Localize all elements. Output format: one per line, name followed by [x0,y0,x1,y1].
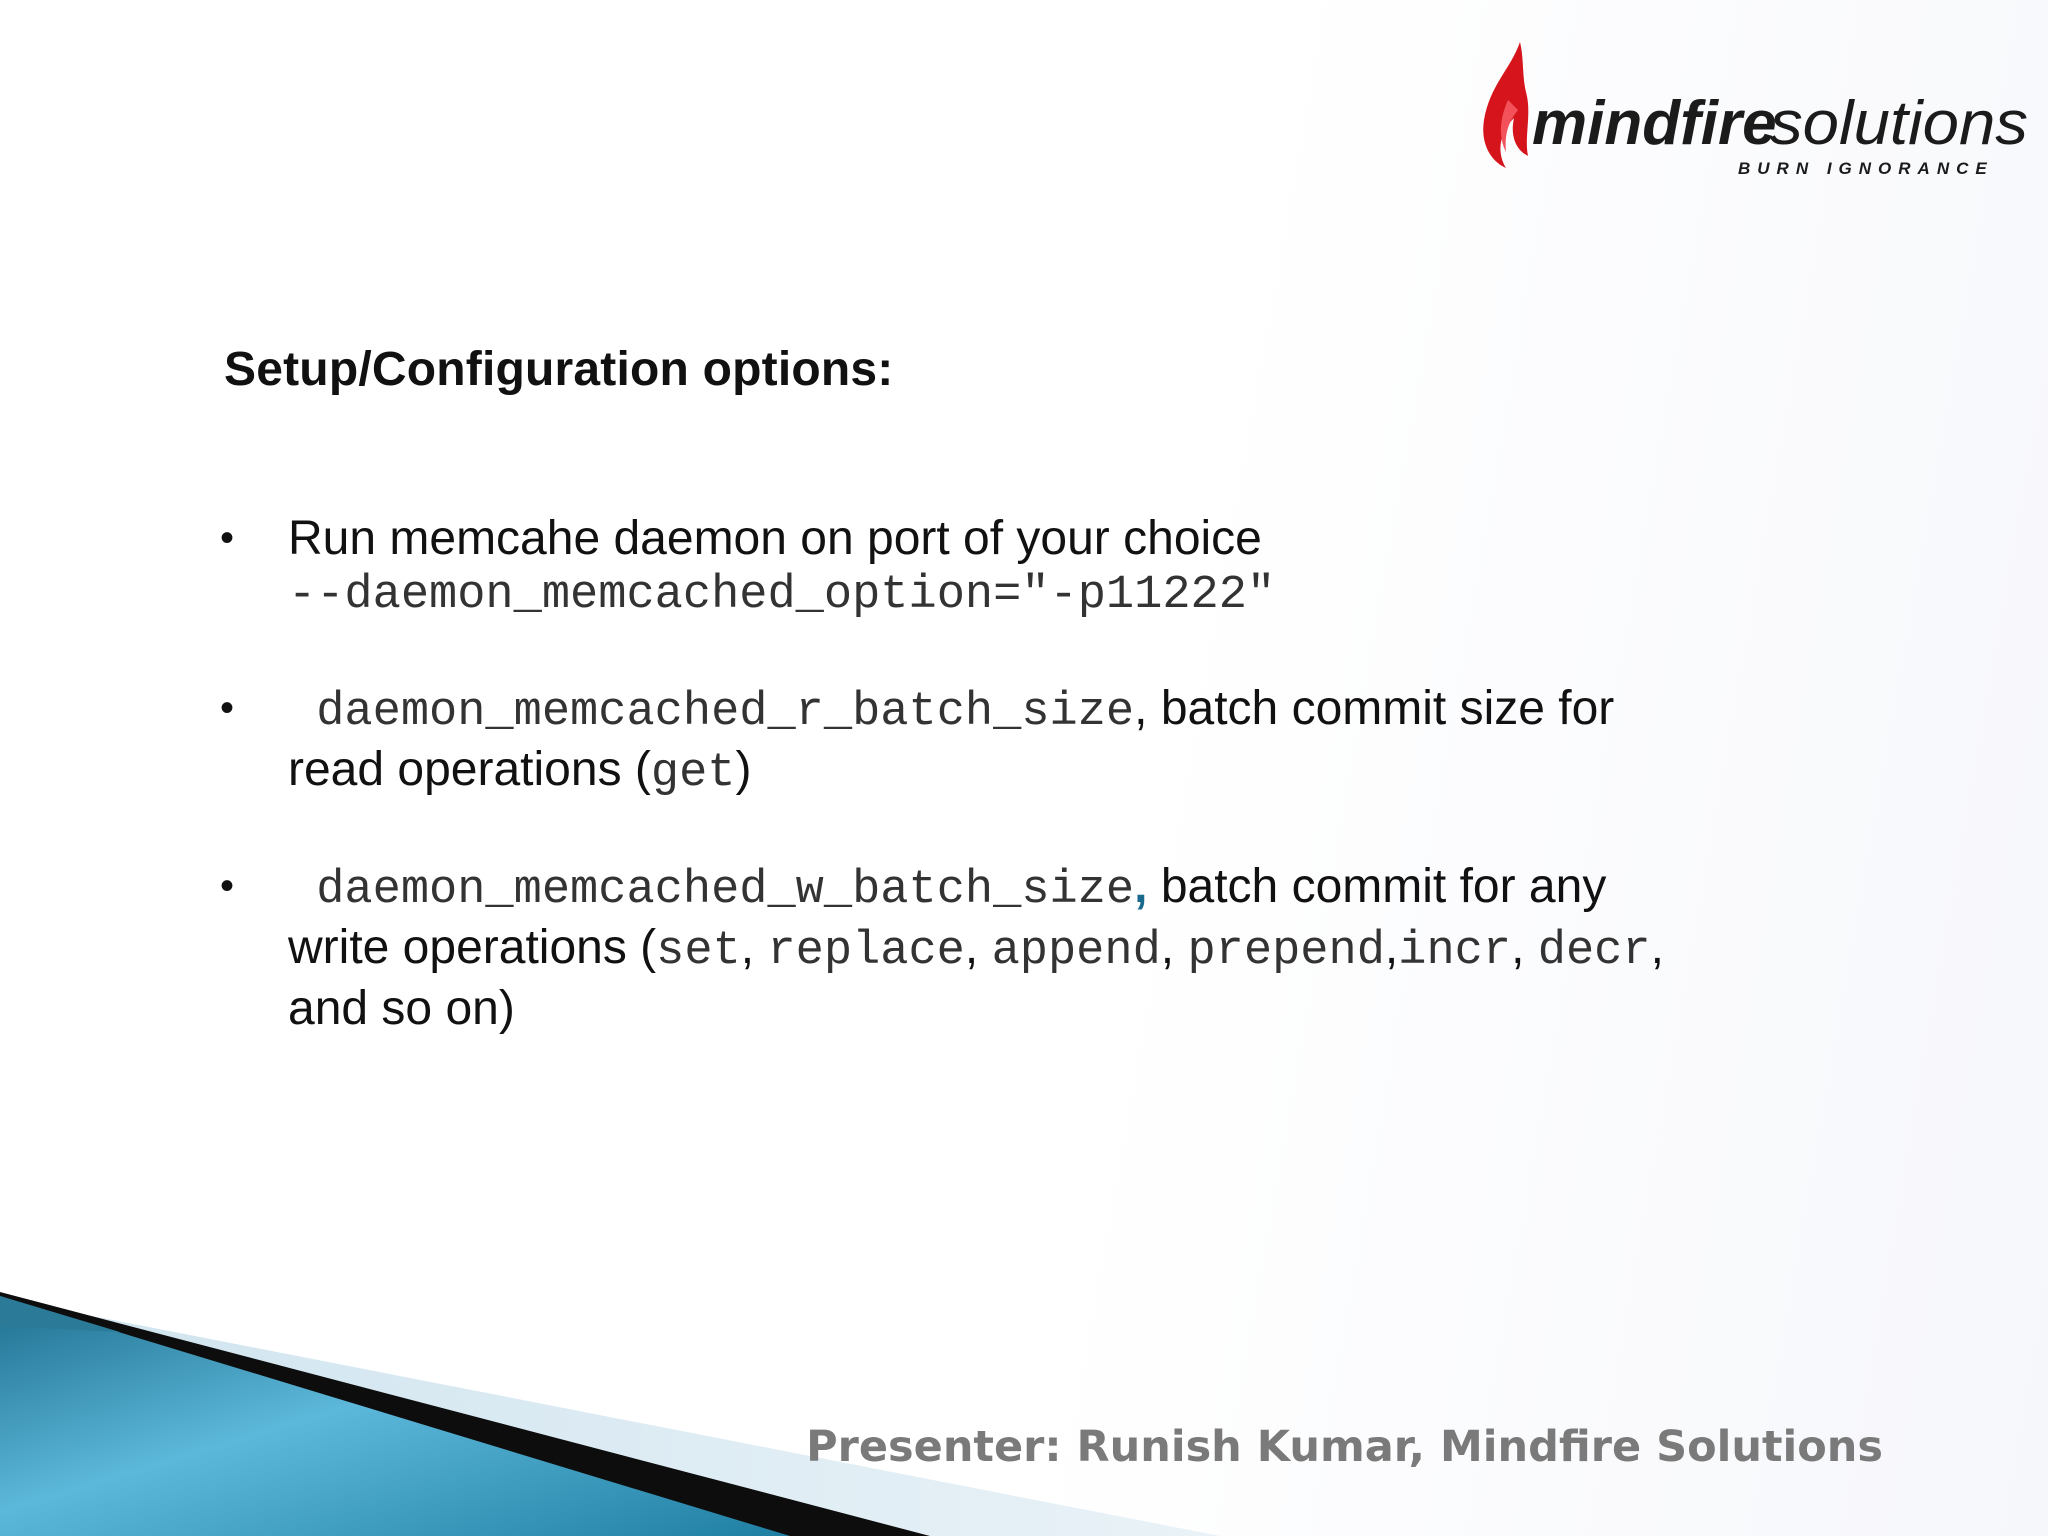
flame-icon [1483,42,1528,168]
bullet-item-port [220,510,1820,624]
code-op-replace: replace [767,925,965,978]
bullet-text: and so on) [288,982,515,1035]
code-read-batch-size: daemon_memcached_r_batch_size [288,686,1135,739]
bullet-item-read-batch [220,680,1820,802]
logo-brand-light: solutions [1770,89,2028,158]
bullet-marker: • [220,686,235,730]
bullet-marker: • [220,516,235,560]
bullet-text: read operations ( [288,743,651,796]
code-get: get [650,747,736,800]
slide-title: Setup/Configuration options: [224,343,894,396]
bullet-text: ) [735,743,752,796]
company-logo [1470,40,2040,190]
bullet-text: batch commit for any [1147,860,1607,913]
bullet-item-write-batch: • daemon_memcached_w_batch_size, batch commit for any write operations (set, replace, append, prepend,incr, decr, and so on) [220,858,1820,1037]
logo-graphic [1470,40,2040,190]
presenter-credit: Presenter: Runish Kumar, Mindfire Solutions [806,1422,1883,1472]
code-op-set: set [656,925,741,978]
code-option: --daemon_memcached_option="-p11222" [288,569,1276,622]
bullet-text: Run memcahe daemon on port of your choice [288,512,1262,565]
bullet-text: , batch commit size for [1134,682,1615,735]
code-op-decr: decr [1537,925,1651,978]
code-op-append: append [991,925,1161,978]
code-op-incr: incr [1398,925,1512,978]
logo-brand-bold: mindfire [1532,89,1777,158]
bullet-text: write operations ( [288,921,657,974]
code-write-batch-size: daemon_memcached_w_batch_size [288,864,1135,917]
bullet-list [220,510,1820,1037]
code-op-prepend: prepend [1187,925,1385,978]
bullet-marker: • [220,864,235,908]
accent-comma: , [1134,860,1148,913]
logo-tagline: BURN IGNORANCE [1738,159,1994,178]
footer-decoration [0,1270,2048,1536]
